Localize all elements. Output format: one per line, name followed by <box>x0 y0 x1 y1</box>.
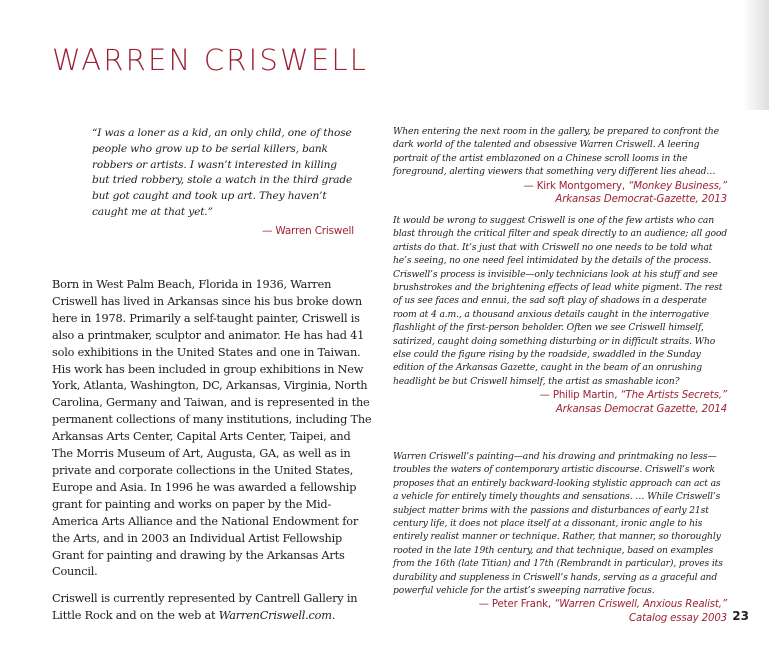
review-author: — Peter Frank, <box>478 599 551 611</box>
review-work-title: “Monkey Business,” <box>628 180 727 192</box>
review-source: Catalog essay 2003 <box>629 613 727 625</box>
artist-quote <box>92 126 354 239</box>
website-link[interactable]: WarrenCriswell.com <box>218 609 332 623</box>
review-text: When entering the next room in the gallery, be prepared to confront the dark world of the talented and obsessive Warren Criswell. A leering portrait of the artist emblazoned on a Chinese scroll looms in the foreground, alerting viewers that something very different lies ahead… <box>393 126 719 178</box>
review-author: — Kirk Montgomery, <box>523 180 625 192</box>
biography-paragraph: Born in West Palm Beach, Florida in 1936, Warren Criswell has lived in Arkansas since his bus broke down here in 1978. Primarily a self-taught painter, Criswell is also a printmaker, sculptor and animator. He has had 41 solo exhibitions in the United States and one in Taiwan. His work has been included in group exhibitions in New York, Atlanta, Washington, DC, Arkansas, Virginia, North Carolina, Germany and Taiwan, and is represented in the permanent collections of many institutions, including The Arkansas Arts Center, Capital Arts Center, Taipei, and The Morris Museum of Art, Augusta, GA, as well as in private and corporate collections in the United States, Europe and Asia. In 1996 he was awarded a fellowship grant for painting and works on paper by the Mid-America Arts Alliance and the National Endowment for the Arts, and in 2003 an Individual Artist Fellowship Grant for painting and drawing by the Arkansas Arts Council. <box>52 278 372 579</box>
review-credit <box>393 389 727 416</box>
review-montgomery <box>393 125 727 207</box>
page-corner-shadow <box>743 0 769 110</box>
representation-text: Criswell is currently represented by Cantrell Gallery in Little Rock and on the web at <box>52 592 358 623</box>
review-credit <box>393 598 727 625</box>
review-source: Arkansas Democrat Gazette, 2014 <box>555 403 727 415</box>
artist-quote-text: “I was a loner as a kid, an only child, one of those people who grow up to be serial killers, bank robbers or artists. I wasn’t interested in killing but tried robbery, stole a watch in the third grade but got caught and took up art. They haven’t caught me at that yet.” <box>92 127 353 218</box>
artist-quote-attribution <box>92 223 354 239</box>
review-credit <box>393 180 727 207</box>
representation-end: . <box>331 609 336 623</box>
review-text: It would be wrong to suggest Criswell is one of the few artists who can blast through the critical filter and speak directly to an audience; all good artists do that. It’s just that with Criswell no one needs to be told what he’s seeing, no one need feel intimidated by the details of the process. Criswell’s process is invisible—only technicians look at his stuff and see brushstrokes and the brightening effects of lead white pigment. The rest of us see faces and ennui, the sad soft play of shadows in a desperate room at 4 a.m., a thousand anxious details caught in the interrogative flashlight of the first-person beholder. Often we see Criswell himself, satirized, caught doing something disturbing or in difficult straits. Who else could the figure rising by the roadside, swaddled in the Sunday edition of the Arkansas Gazette, caught in the beam of an onrushing headlight be but Criswell himself, the artist as smashable icon? <box>393 215 727 387</box>
review-frank <box>393 450 727 626</box>
review-text: Warren Criswell’s painting—and his drawing and printmaking no less—troubles the waters of contemporary artistic discourse. Criswell’s work proposes that an entirely backward-looking stylistic approach can act as a vehicle for entirely timely thoughts and sensations. … While Criswell’s subject matter brims with the passions and disturbances of early 21st century life, it does not place itself at a dissonant, ironic angle to his entirely realist manner or technique. Rather, that manner, so thoroughly rooted in the late 19th century, and that technique, based on examples from the 16th (late Titian) and 17th (Rembrandt in particular), proves its durability and suppleness in Criswell’s hands, serving as a graceful and powerful vehicle for the artist’s sweeping narrative focus. <box>393 451 723 597</box>
page-title: WARREN CRISWELL <box>52 43 369 77</box>
artist-quote-author: — Warren Criswell <box>261 224 354 237</box>
review-work-title: “Warren Criswell, Anxious Realist,” <box>554 599 727 611</box>
page-number: 23 <box>732 609 749 623</box>
review-source: Arkansas Democrat-Gazette, 2013 <box>555 194 727 206</box>
review-work-title: “The Artists Secrets,” <box>620 390 727 402</box>
artist-biography <box>52 277 372 635</box>
review-author: — Philip Martin, <box>539 390 618 402</box>
review-martin <box>393 214 727 416</box>
representation-paragraph <box>52 591 372 625</box>
